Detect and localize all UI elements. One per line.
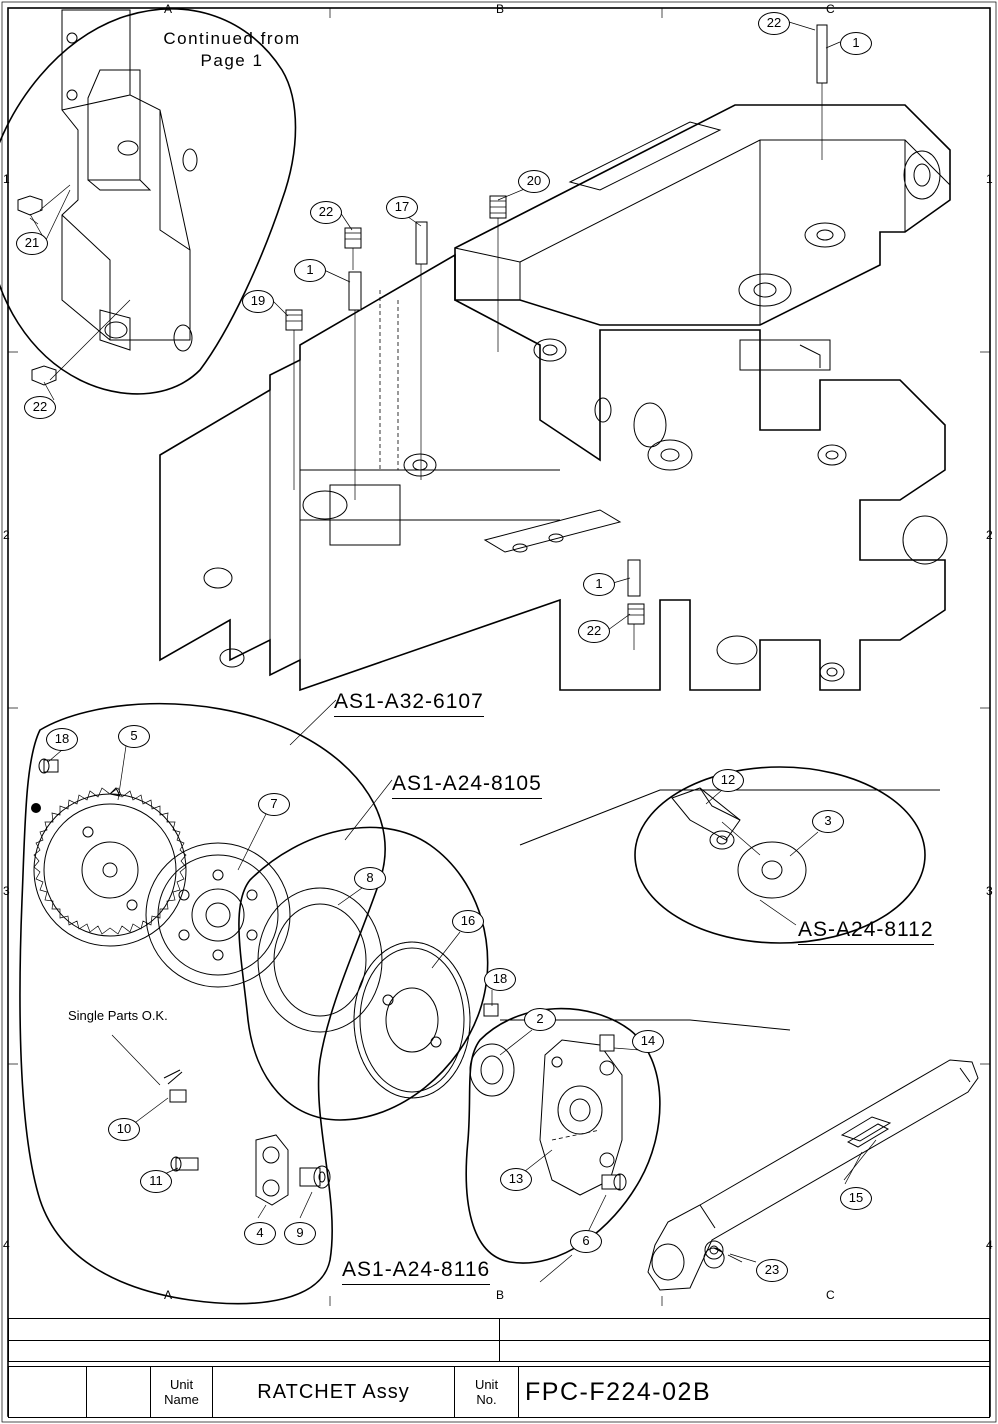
continued-note [132, 28, 332, 72]
label-as1-a24-8116: AS1-A24-8116 [342, 1258, 490, 1285]
zone-left-3: 3 [3, 884, 10, 898]
balloon-callout: 1 [294, 259, 326, 282]
title-block [8, 1366, 990, 1418]
balloon-callout: 20 [518, 170, 550, 193]
balloon-callout: 22 [310, 201, 342, 224]
tb-unit-name-value: RATCHET Assy [213, 1367, 455, 1417]
balloon-callout: 5 [118, 725, 150, 748]
group-outline-as1-a24-8116 [20, 704, 385, 1304]
zone-left-2: 2 [3, 528, 10, 542]
balloon-callout: 17 [386, 196, 418, 219]
label-as1-a24-8105: AS1-A24-8105 [392, 772, 542, 799]
balloon-callout: 23 [756, 1259, 788, 1282]
zone-left-1: 1 [3, 172, 10, 186]
tb-blank-2 [87, 1367, 151, 1417]
balloon-callout: 8 [354, 867, 386, 890]
balloon-callout: 14 [632, 1030, 664, 1053]
tb-unit-no-label [455, 1367, 519, 1417]
small-fasteners-left [31, 759, 498, 1171]
ratchet-gear-5 [34, 788, 186, 946]
continued-note-line2: Page 1 [200, 51, 264, 70]
single-parts-note: Single Parts O.K. [68, 1008, 168, 1023]
label-as-a24-8112: AS-A24-8112 [798, 918, 934, 945]
balloon-callout: 13 [500, 1168, 532, 1191]
balloon-callout: 22 [758, 12, 790, 35]
zone-top-a: A [164, 2, 173, 16]
balloon-callout: 1 [583, 573, 615, 596]
unit-name-line2: Name [164, 1392, 199, 1407]
zone-top-b: B [496, 2, 505, 16]
balloon-callout: 22 [24, 396, 56, 419]
plate-13 [540, 1035, 626, 1195]
balloon-callout: 9 [284, 1222, 316, 1245]
balloon-callout: 18 [484, 968, 516, 991]
balloon-callout: 4 [244, 1222, 276, 1245]
ring-8 [258, 888, 382, 1032]
continued-note-line1: Continued from [163, 29, 301, 48]
balloon-callout: 7 [258, 793, 290, 816]
zone-bottom-b: B [496, 1288, 505, 1302]
tb-unit-name-label [151, 1367, 213, 1417]
gear-16 [354, 942, 470, 1098]
unit-name-line1: Unit [169, 1377, 194, 1392]
group-outline-as-a24-8112 [635, 767, 925, 943]
washer-2 [470, 1044, 514, 1096]
balloon-callout: 21 [16, 232, 48, 255]
balloon-callout: 11 [140, 1170, 172, 1193]
main-frame-body [160, 105, 950, 690]
balloon-callout: 3 [812, 810, 844, 833]
zone-top-c: C [826, 2, 835, 16]
balloon-callout: 6 [570, 1230, 602, 1253]
fasteners-upper [286, 25, 827, 650]
zone-left-4: 4 [3, 1238, 10, 1252]
shaft-assembly-12-3 [672, 788, 806, 898]
balloon-callout: 2 [524, 1008, 556, 1031]
balloon-callout: 19 [242, 290, 274, 313]
unit-no-line2: No. [476, 1392, 497, 1407]
balloon-callout: 10 [108, 1118, 140, 1141]
tb-blank-1 [9, 1367, 87, 1417]
zone-right-3: 3 [986, 884, 993, 898]
balloon-callout: 1 [840, 32, 872, 55]
balloon-callout: 22 [578, 620, 610, 643]
balloon-callout: 18 [46, 728, 78, 751]
balloon-callout: 15 [840, 1187, 872, 1210]
zone-right-4: 4 [986, 1238, 993, 1252]
tb-drawing-number: FPC-F224-02B [525, 1377, 712, 1406]
bracket-4 [256, 1135, 330, 1205]
lever-handle-15 [648, 1060, 978, 1290]
label-as1-a32-6107: AS1-A32-6107 [334, 690, 484, 717]
group-outline-8116-lower [466, 1009, 660, 1263]
zone-right-2: 2 [986, 528, 993, 542]
unit-no-line1: Unit [474, 1377, 499, 1392]
zone-bottom-c: C [826, 1288, 835, 1302]
zone-bottom-a: A [164, 1288, 173, 1302]
balloon-callout: 16 [452, 910, 484, 933]
zone-right-1: 1 [986, 172, 993, 186]
revision-bar [8, 1318, 990, 1362]
callout-extension-lines [500, 790, 940, 1030]
balloon-callout: 12 [712, 769, 744, 792]
